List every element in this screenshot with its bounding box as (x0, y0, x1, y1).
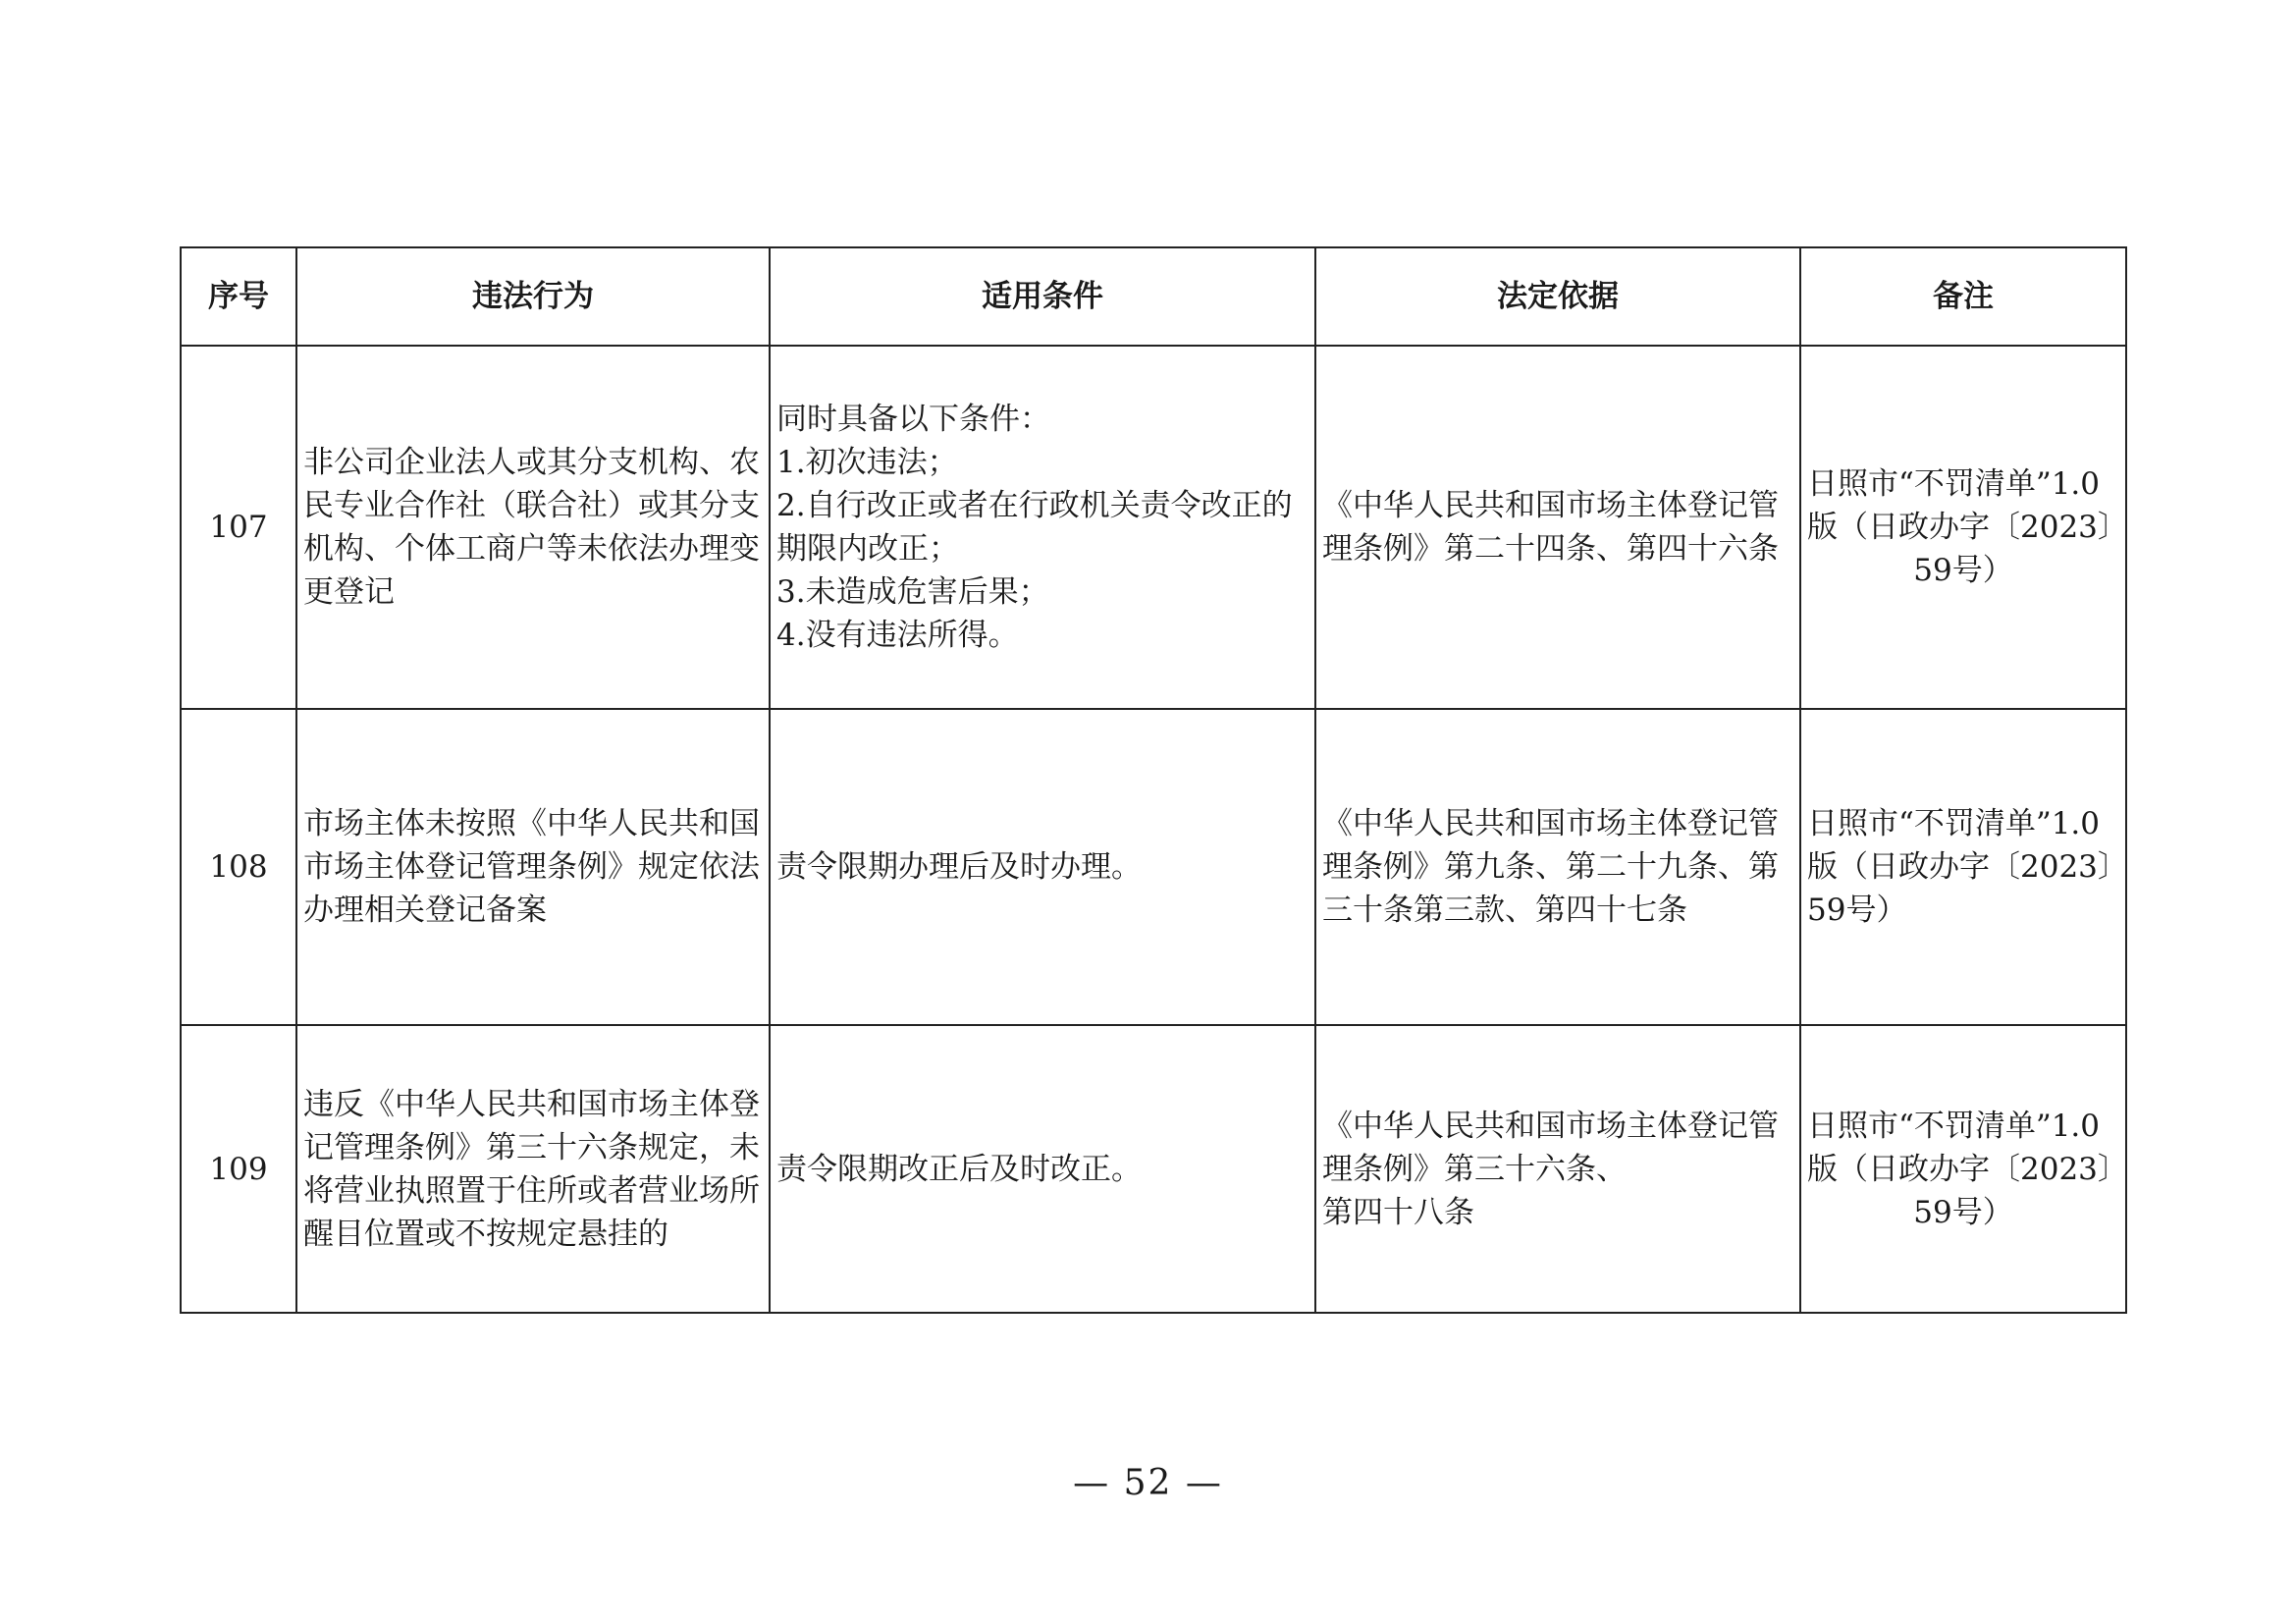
row-conditions (770, 709, 1315, 1025)
row-serial-number: 108 (181, 709, 296, 1025)
page-number: — 52 — (1073, 1463, 1223, 1503)
row-violation: 市场主体未按照《中华人民共和国市场主体登记管理条例》规定依法办理相关登记备案 (296, 709, 770, 1025)
basis-line: 《中华人民共和国市场主体登记管理条例》第三十六条、 (1322, 1108, 1779, 1187)
row-remarks (1800, 709, 2126, 1025)
row-legal-basis: 《中华人民共和国市场主体登记管理条例》第九条、第二十九条、第三十条第三款、第四十七条 (1315, 709, 1800, 1025)
row-violation: 非公司企业法人或其分支机构、农民专业合作社（联合社）或其分支机构、个体工商户等未依法办理变更登记 (296, 346, 770, 709)
condition-line: 1.初次违法； (776, 445, 958, 480)
row-violation: 违反《中华人民共和国市场主体登记管理条例》第三十六条规定，未将营业执照置于住所或者营业场所醒目位置或不按规定悬挂的 (296, 1025, 770, 1313)
remark-line: 日照市“不罚清单”1.0 (1807, 806, 2100, 841)
condition-line: 责令限期办理后及时办理。 (776, 849, 1142, 885)
remark-line: 版（日政办字〔2023〕 (1807, 849, 2128, 885)
remark-line: 日照市“不罚清单”1.0 (1807, 466, 2100, 502)
remark-line: 日照市“不罚清单”1.0 (1807, 1108, 2100, 1144)
condition-line: 责令限期改正后及时改正。 (776, 1151, 1142, 1187)
row-remarks (1800, 1025, 2126, 1313)
remark-line: 59号） (1913, 1194, 2013, 1230)
header-conditions: 适用条件 (770, 247, 1315, 346)
regulation-table (180, 246, 2127, 1314)
condition-line: 3.未造成危害后果； (776, 574, 1049, 610)
condition-line: 同时具备以下条件： (776, 402, 1050, 437)
remark-line: 59号） (1807, 893, 1907, 928)
table-row (181, 346, 2126, 709)
row-serial-number: 107 (181, 346, 296, 709)
header-legal-basis: 法定依据 (1315, 247, 1800, 346)
row-legal-basis (1315, 1025, 1800, 1313)
row-conditions (770, 1025, 1315, 1313)
remark-line: 59号） (1913, 553, 2013, 588)
remark-line: 版（日政办字〔2023〕 (1807, 510, 2128, 545)
row-conditions (770, 346, 1315, 709)
remark-line: 版（日政办字〔2023〕 (1807, 1151, 2128, 1187)
condition-line: 2.自行改正或者在行政机关责令改正的期限内改正； (776, 488, 1293, 567)
table-row (181, 709, 2126, 1025)
row-legal-basis: 《中华人民共和国市场主体登记管理条例》第二十四条、第四十六条 (1315, 346, 1800, 709)
table-row (181, 1025, 2126, 1313)
row-remarks (1800, 346, 2126, 709)
row-serial-number: 109 (181, 1025, 296, 1313)
basis-line: 第四十八条 (1322, 1194, 1474, 1230)
condition-line: 4.没有违法所得。 (776, 618, 1019, 653)
table-header-row (181, 247, 2126, 346)
header-violation: 违法行为 (296, 247, 770, 346)
header-serial-number: 序号 (181, 247, 296, 346)
header-remarks: 备注 (1800, 247, 2126, 346)
